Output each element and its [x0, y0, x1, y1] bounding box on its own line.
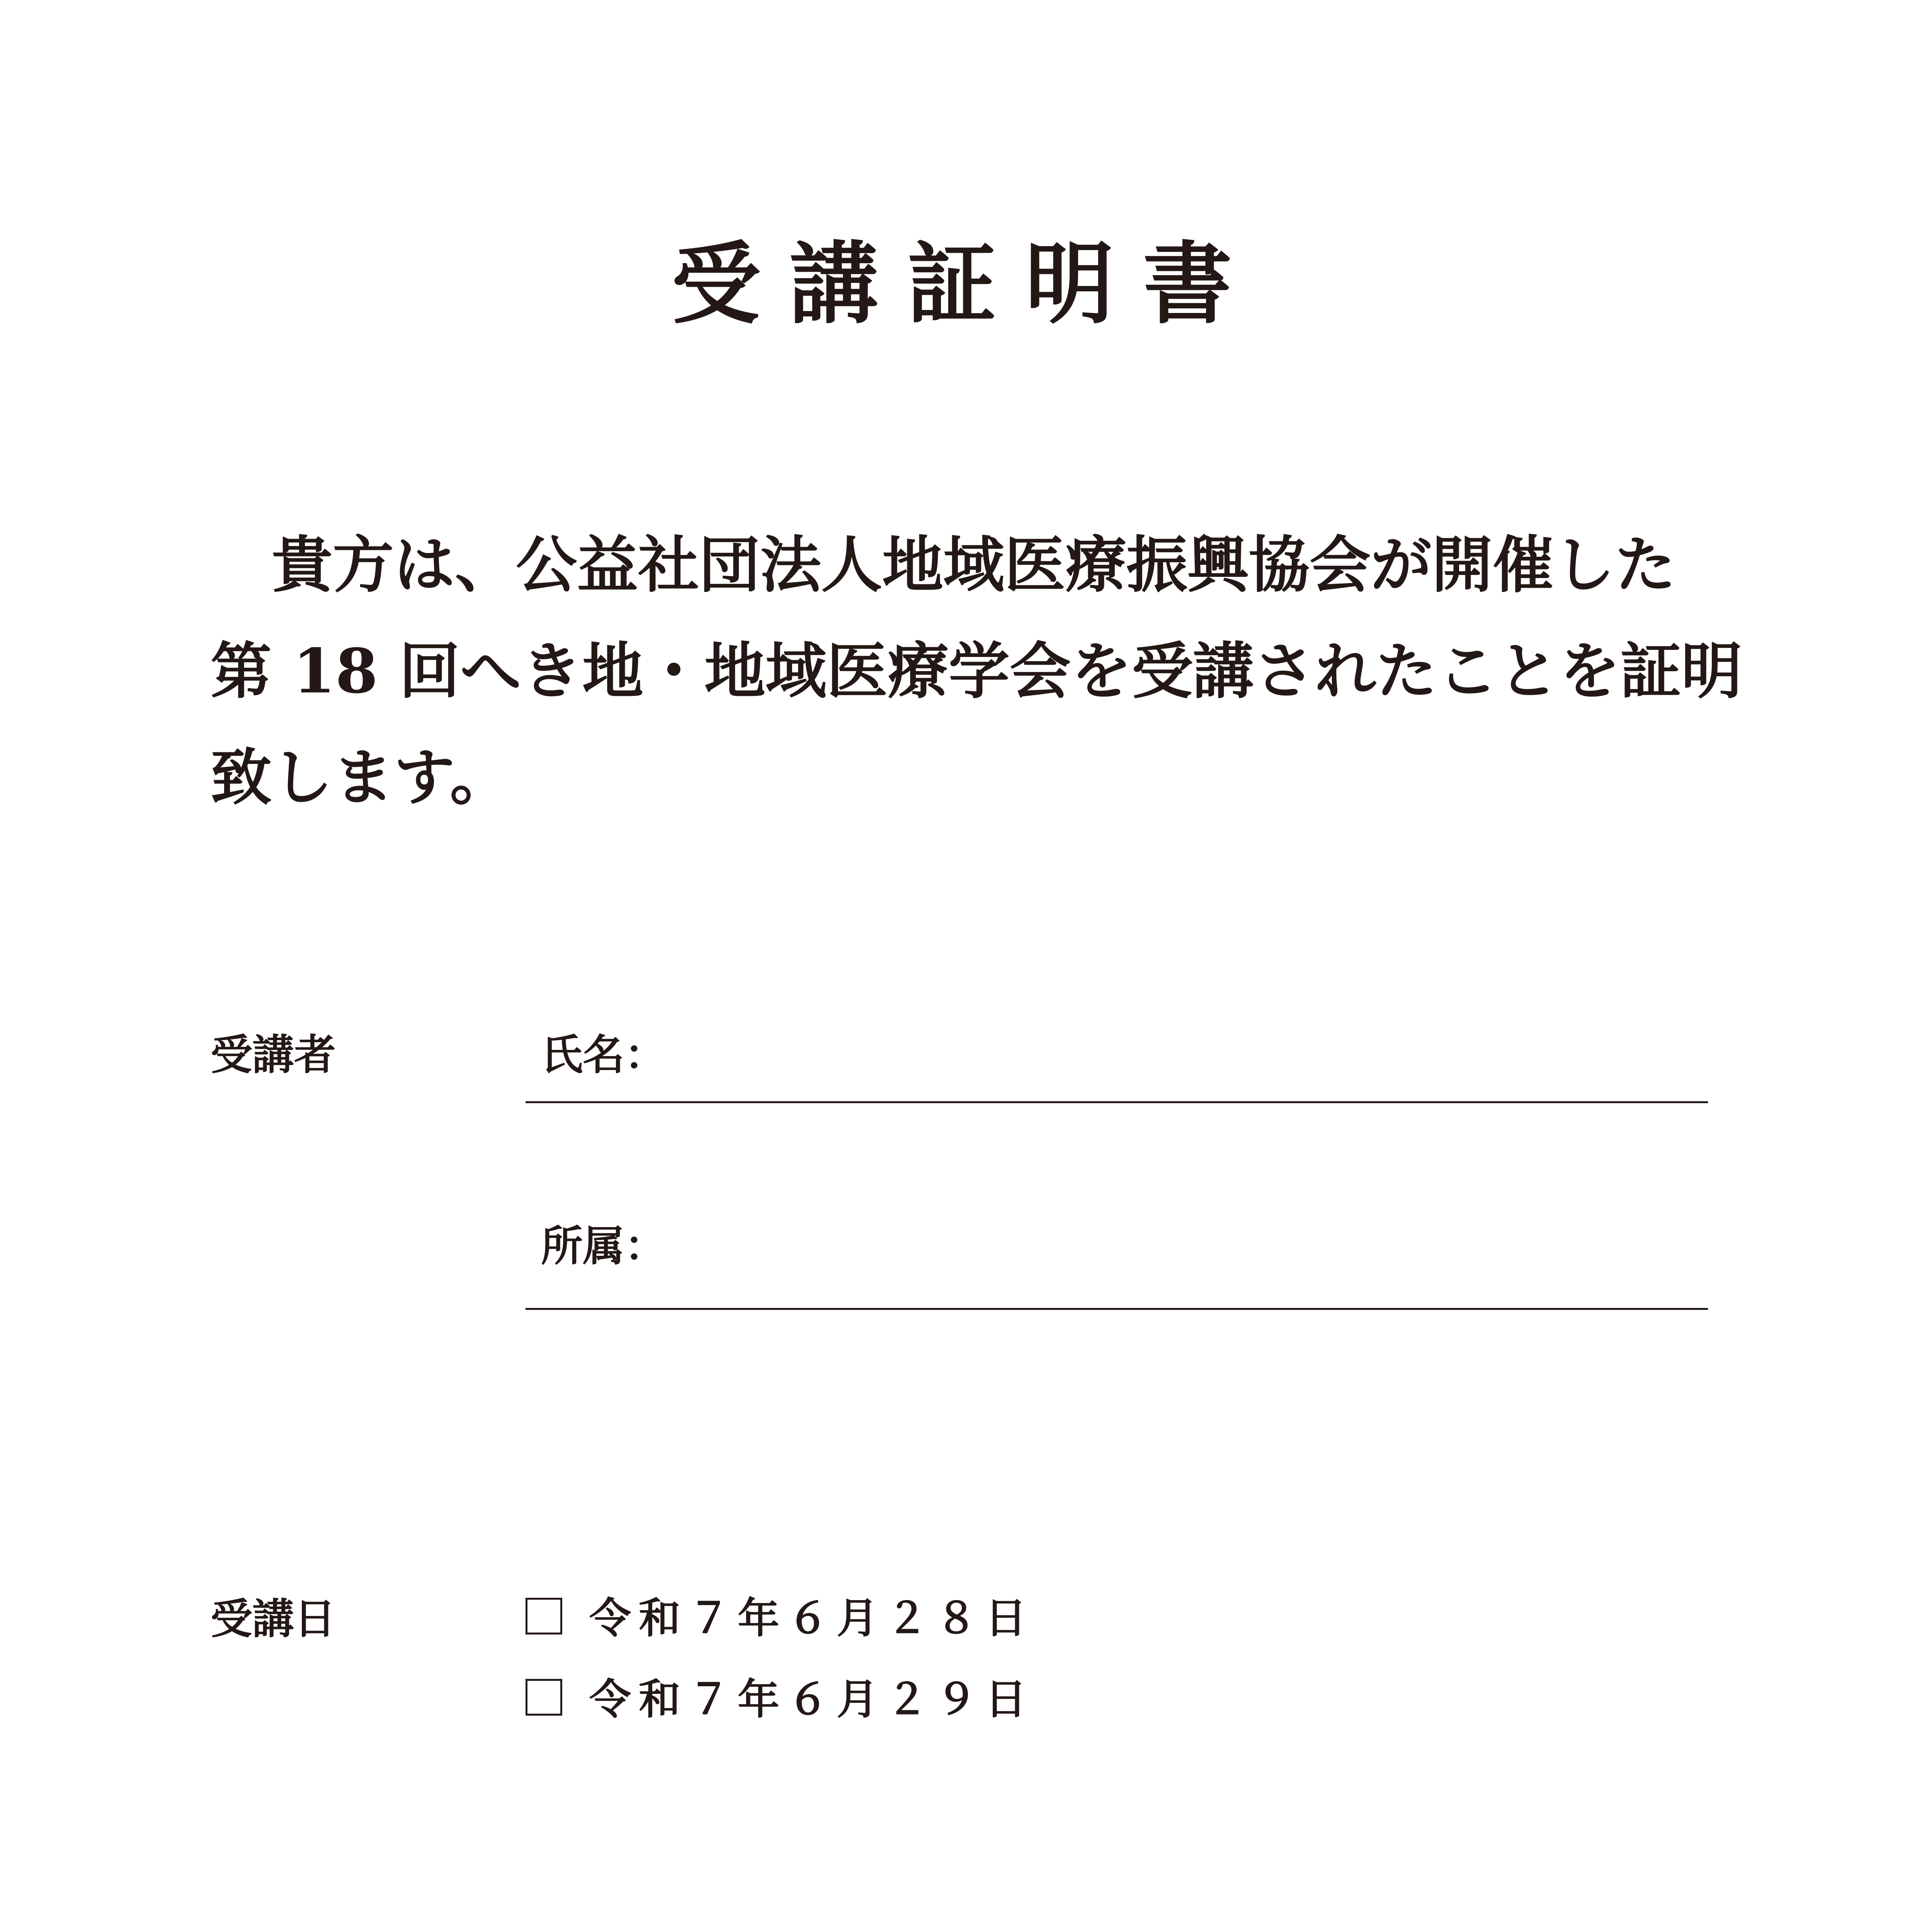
affiliation-underline	[526, 1308, 1708, 1310]
affiliation-label: 所属：	[541, 1222, 667, 1270]
body-line-2: 第 18 回へき地・地域医療学会を受講されたことを証明	[211, 636, 1742, 707]
date-option-day1: 令和７年６月２８日	[589, 1594, 1035, 1643]
body-line-3: 致します。	[211, 742, 511, 813]
date-option-day2: 令和７年６月２９日	[589, 1675, 1035, 1724]
name-label: 氏名：	[541, 1031, 667, 1079]
name-underline	[526, 1101, 1708, 1103]
attendee-section-label: 受講者	[211, 1031, 336, 1079]
certificate-body	[211, 512, 1742, 831]
certificate-title: 受講証明書	[671, 232, 1261, 336]
date-checkbox-day2[interactable]	[526, 1679, 562, 1716]
attendance-section-label: 受講日	[211, 1595, 336, 1643]
body-line-1: 貴方は、公益社団法人地域医療振興協会が開催した	[272, 529, 1676, 601]
date-checkbox-day1[interactable]	[526, 1598, 562, 1634]
